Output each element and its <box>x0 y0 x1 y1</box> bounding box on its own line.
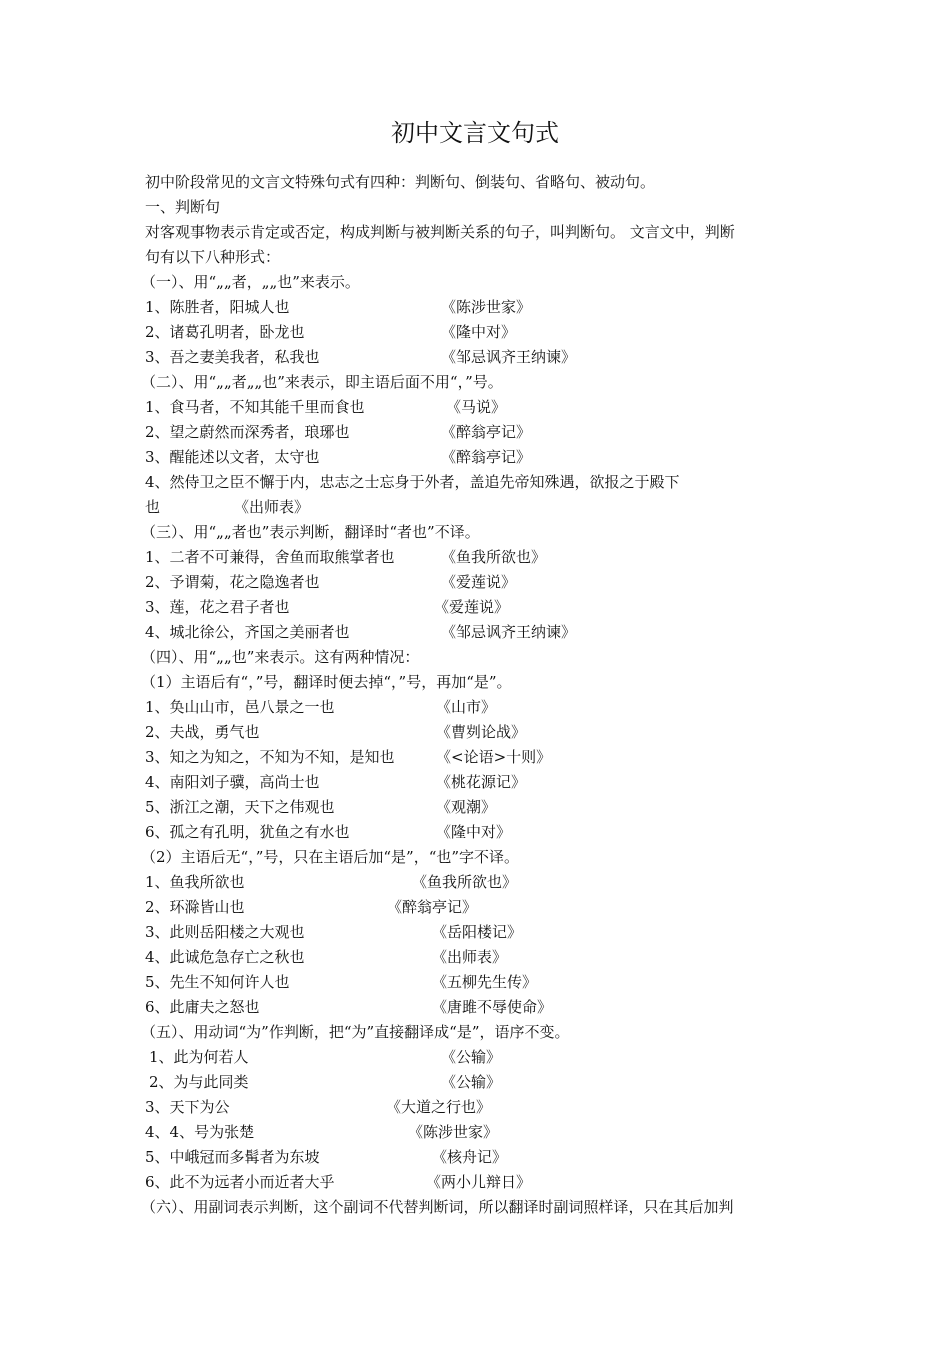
text-line: 2、予谓菊，花之隐逸者也 <box>145 573 320 591</box>
text-line: （1）主语后有“，”号，翻译时便去掉“，”号，再加“是”。 <box>141 673 512 691</box>
text-line: 5、中峨冠而多髯者为东坡 <box>145 1148 320 1166</box>
text-line: 初中阶段常见的文言文特殊句式有四种：判断句、倒装句、省略句、被动句。 <box>145 173 656 191</box>
text-line: 6、孤之有孔明，犹鱼之有水也 <box>145 823 350 841</box>
text-line: 3、吾之妻美我者，私我也 <box>145 348 320 366</box>
source-citation: 《邹忌讽齐王纳谏》 <box>441 623 577 641</box>
text-line: 对客观事物表示肯定或否定，构成判断与被判断关系的句子，叫判断句。 文言文中，判断 <box>145 223 735 241</box>
source-citation: 《公输》 <box>441 1073 502 1091</box>
text-line: （2）主语后无“，”号，只在主语后加“是”，“也”字不译。 <box>141 848 520 866</box>
text-line: 一、判断句 <box>145 198 221 216</box>
text-line: （六）、用副词表示判断，这个副词不代替判断词，所以翻译时副词照样译，只在其后加判 <box>141 1198 734 1216</box>
text-line: 3、天下为公 <box>145 1098 230 1116</box>
text-line: 4、4、号为张楚 <box>145 1123 255 1141</box>
source-citation: 《隆中对》 <box>436 823 512 841</box>
document-title: 初中文言文句式 <box>391 119 559 147</box>
text-line: 也 <box>145 498 161 516</box>
source-citation: 《大道之行也》 <box>386 1098 492 1116</box>
text-line: 5、浙江之潮，天下之伟观也 <box>145 798 335 816</box>
text-line: 4、然侍卫之臣不懈于内，忠志之士忘身于外者，盖追先帝知殊遇，欲报之于殿下 <box>145 473 680 491</box>
text-line: （五）、用动词“为”作判断，把“为”直接翻译成“是”，语序不变。 <box>141 1023 570 1041</box>
text-line: （一）、用“„„者，„„也”来表示。 <box>141 273 360 291</box>
text-line: 6、此不为远者小而近者大乎 <box>145 1173 335 1191</box>
source-citation: 《醉翁亭记》 <box>441 423 532 441</box>
text-line: 1、鱼我所欲也 <box>145 873 245 891</box>
text-line: 3、莲，花之君子者也 <box>145 598 290 616</box>
text-line: 4、城北徐公，齐国之美丽者也 <box>145 623 350 641</box>
source-citation: 《核舟记》 <box>432 1148 508 1166</box>
source-citation: 《两小儿辩日》 <box>426 1173 532 1191</box>
text-line: 1、此为何若人 <box>149 1048 249 1066</box>
source-citation: 《邹忌讽齐王纳谏》 <box>441 348 577 366</box>
source-citation: 《出师表》 <box>432 948 508 966</box>
source-citation: 《出师表》 <box>234 498 310 516</box>
text-line: （四）、用“„„也”来表示。这有两种情况： <box>141 648 420 666</box>
text-line: 2、诸葛孔明者，卧龙也 <box>145 323 305 341</box>
source-citation: 《五柳先生传》 <box>432 973 538 991</box>
source-citation: 《爱莲说》 <box>434 598 510 616</box>
text-line: 1、二者不可兼得，舍鱼而取熊掌者也 <box>145 548 395 566</box>
source-citation: 《<论语>十则》 <box>436 748 552 766</box>
text-line: 句有以下八种形式： <box>145 248 281 266</box>
text-line: 2、为与此同类 <box>149 1073 249 1091</box>
text-line: 4、南阳刘子骥，高尚士也 <box>145 773 320 791</box>
text-line: 6、此庸夫之怒也 <box>145 998 260 1016</box>
text-line: 4、此诚危急存亡之秋也 <box>145 948 305 966</box>
text-line: 3、知之为知之，不知为不知，是知也 <box>145 748 395 766</box>
source-citation: 《鱼我所欲也》 <box>412 873 518 891</box>
text-line: 2、夫战，勇气也 <box>145 723 260 741</box>
source-citation: 《隆中对》 <box>441 323 517 341</box>
source-citation: 《曹刿论战》 <box>436 723 527 741</box>
text-line: （二）、用“„„者„„也”来表示，即主语后面不用“，”号。 <box>141 373 503 391</box>
source-citation: 《唐雎不辱使命》 <box>432 998 553 1016</box>
text-line: 1、陈胜者，阳城人也 <box>145 298 290 316</box>
text-line: 1、奂山山市，邑八景之一也 <box>145 698 335 716</box>
source-citation: 《岳阳楼记》 <box>432 923 523 941</box>
source-citation: 《醉翁亭记》 <box>387 898 478 916</box>
text-line: 5、先生不知何许人也 <box>145 973 290 991</box>
source-citation: 《山市》 <box>436 698 497 716</box>
source-citation: 《陈涉世家》 <box>408 1123 499 1141</box>
source-citation: 《桃花源记》 <box>436 773 527 791</box>
text-line: 2、环滁皆山也 <box>145 898 245 916</box>
source-citation: 《醉翁亭记》 <box>441 448 532 466</box>
text-line: （三）、用“„„者也”表示判断，翻译时“者也”不译。 <box>141 523 480 541</box>
source-citation: 《观潮》 <box>436 798 497 816</box>
text-line: 3、此则岳阳楼之大观也 <box>145 923 305 941</box>
text-line: 1、食马者，不知其能千里而食也 <box>145 398 365 416</box>
source-citation: 《爱莲说》 <box>441 573 517 591</box>
text-line: 3、醒能述以文者，太守也 <box>145 448 320 466</box>
source-citation: 《鱼我所欲也》 <box>441 548 547 566</box>
source-citation: 《陈涉世家》 <box>441 298 532 316</box>
source-citation: 《公输》 <box>441 1048 502 1066</box>
source-citation: 《马说》 <box>446 398 507 416</box>
text-line: 2、望之蔚然而深秀者，琅琊也 <box>145 423 350 441</box>
